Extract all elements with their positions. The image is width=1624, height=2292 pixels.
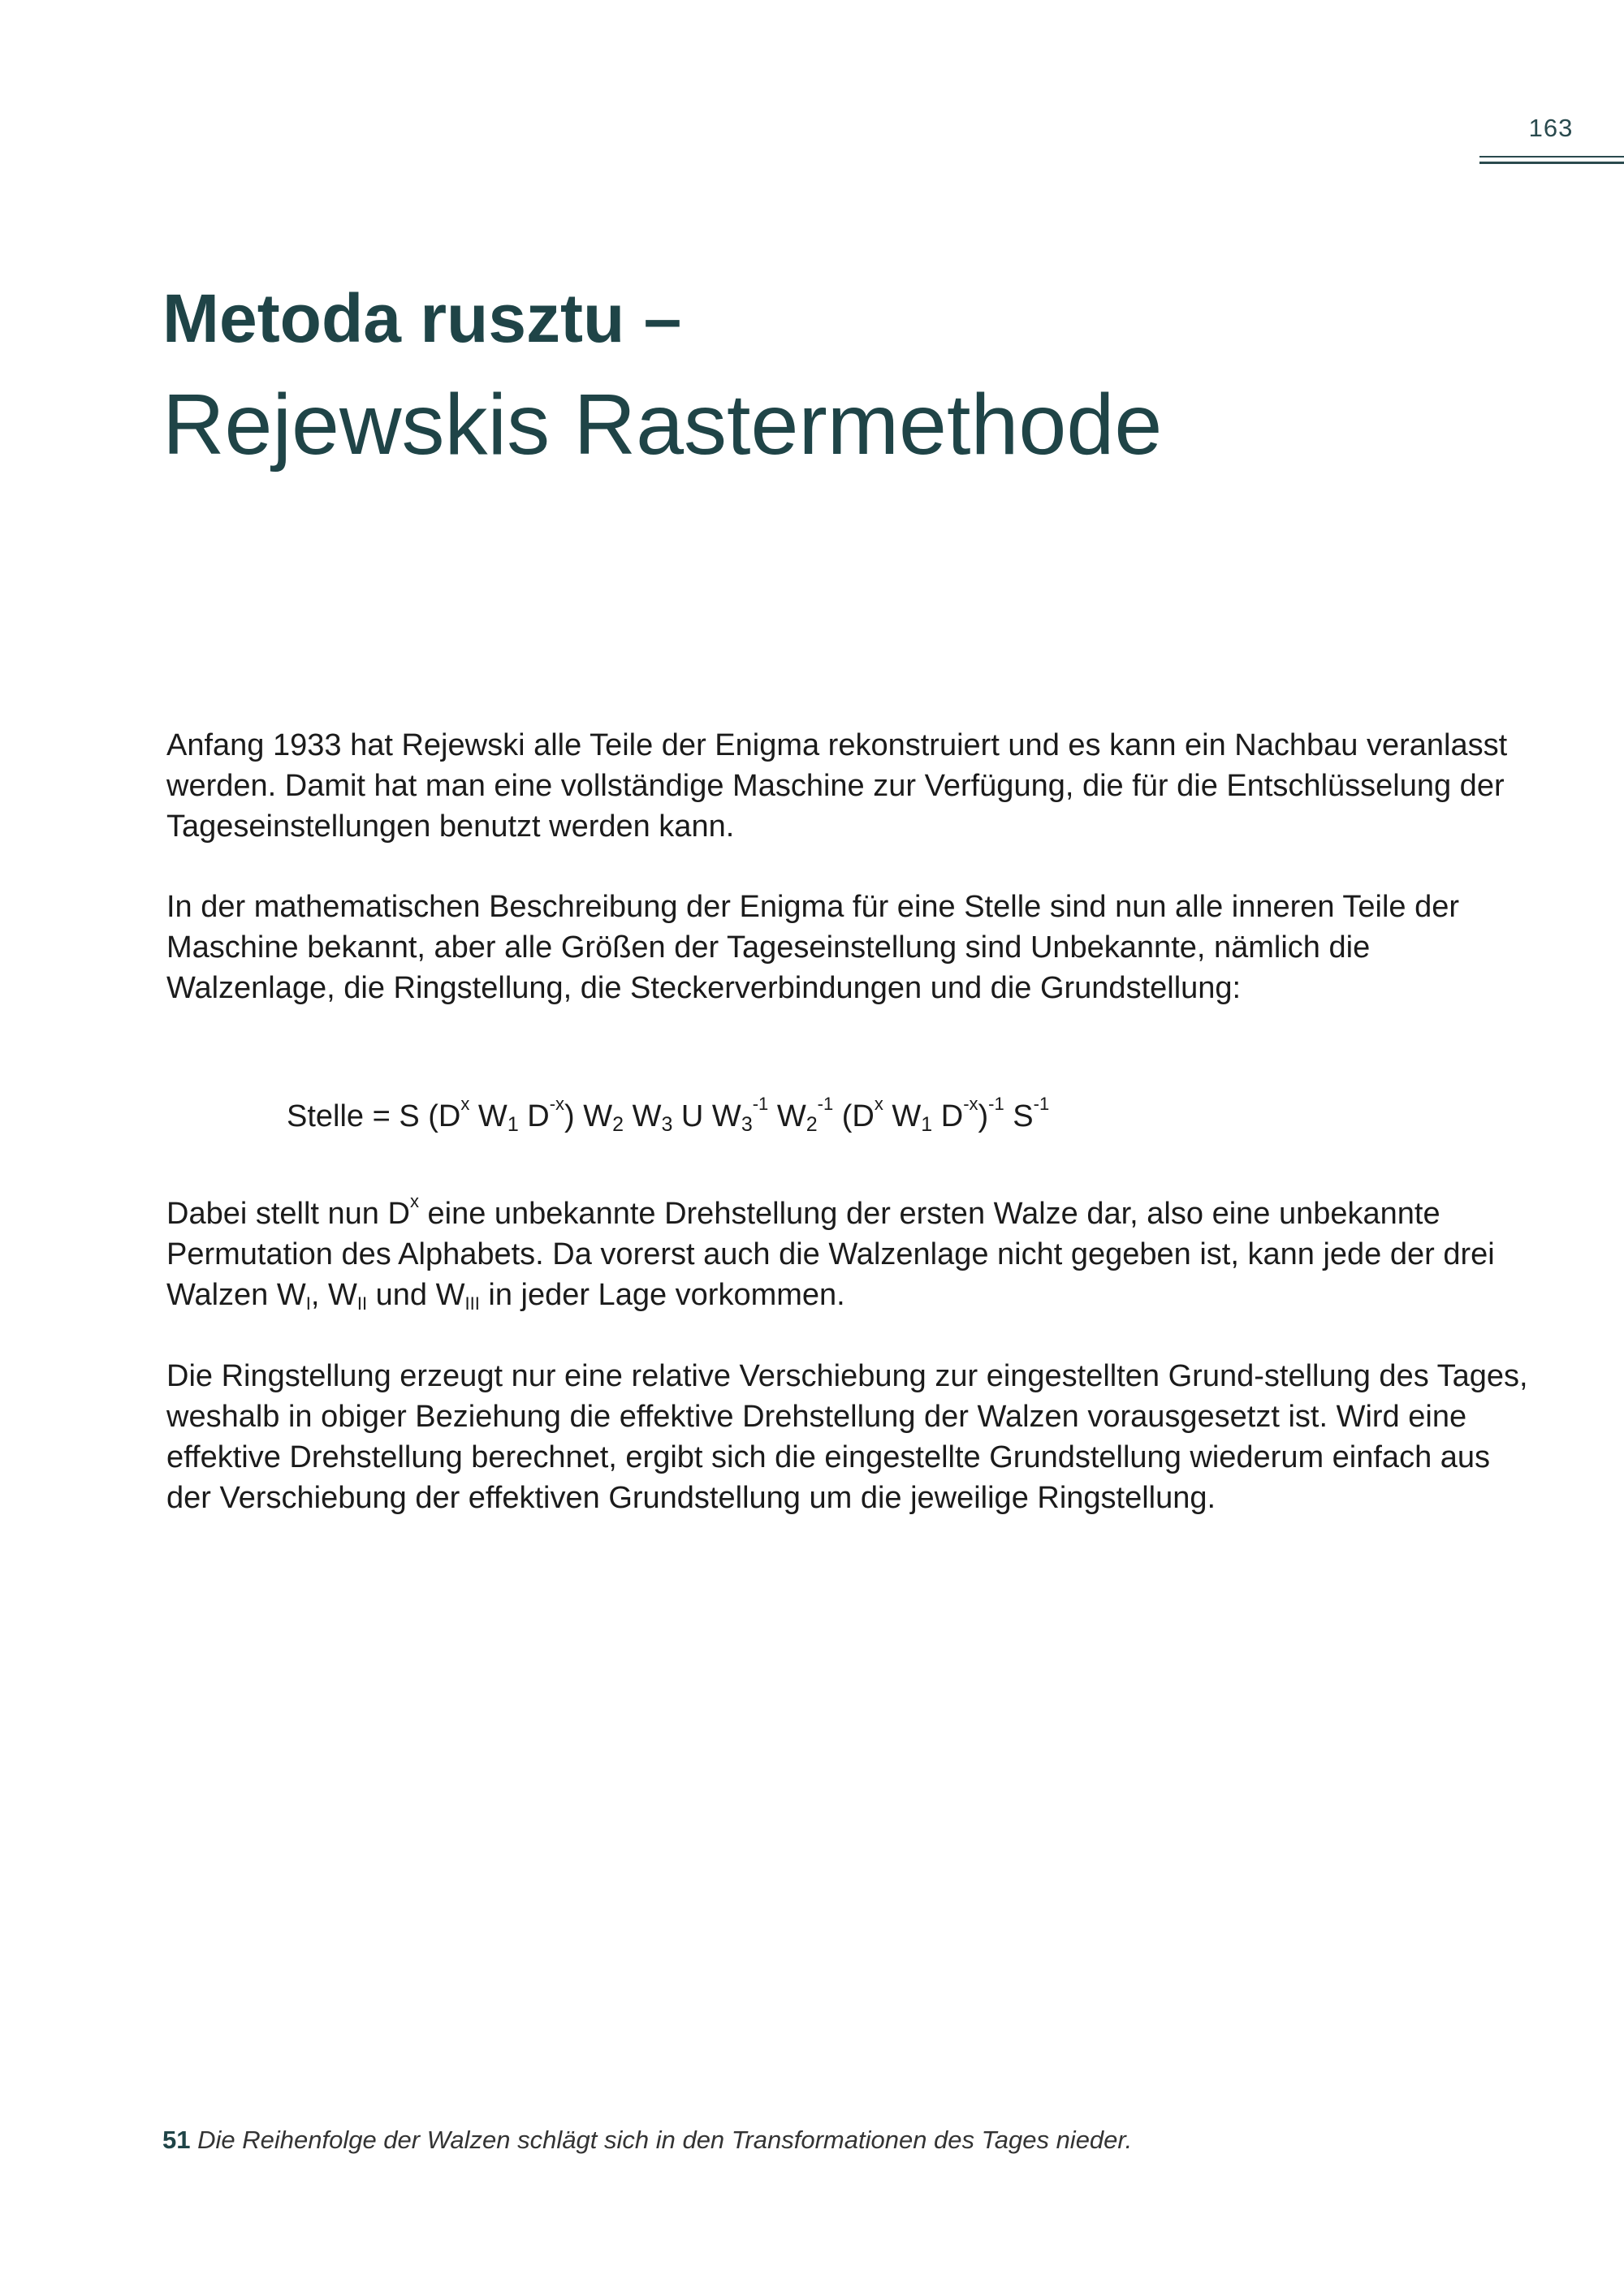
formula-subscript: 3 <box>661 1113 673 1136</box>
paragraph-3-text: Dabei stellt nun D <box>166 1197 410 1231</box>
formula-superscript: -1 <box>752 1094 769 1114</box>
enigma-formula <box>287 1096 1049 1137</box>
formula-part: W <box>768 1099 806 1133</box>
paragraph-3-subscript: II <box>356 1293 368 1314</box>
formula-part: ) <box>978 1099 989 1133</box>
formula-part: U W <box>672 1099 741 1133</box>
formula-subscript: 3 <box>741 1113 753 1136</box>
formula-part: S <box>1004 1099 1034 1133</box>
formula-part: D <box>932 1099 964 1133</box>
formula-part: ) W <box>564 1099 613 1133</box>
formula-superscript: x <box>460 1094 470 1114</box>
formula-subscript: 1 <box>507 1113 519 1136</box>
formula-superscript: -1 <box>817 1094 834 1114</box>
formula-subscript: 2 <box>806 1113 818 1136</box>
formula-part: W <box>469 1099 508 1133</box>
formula-part: (D <box>833 1099 875 1133</box>
paragraph-3-subscript: III <box>464 1293 480 1314</box>
formula-superscript: -x <box>549 1094 565 1114</box>
formula-superscript: -1 <box>988 1094 1004 1114</box>
formula-part: D <box>518 1099 550 1133</box>
footnote-number: 51 <box>162 2126 191 2154</box>
paragraph-3-text: eine unbekannte Drehstellung der ersten Walze dar, also eine unbekannte Permutation des Alphabets. Da vorerst auch die Walzenlage nicht gegeben ist, kann jede der drei Walzen W <box>166 1197 1495 1312</box>
formula-part: W <box>883 1099 922 1133</box>
formula-part: Stelle = S (D <box>287 1099 461 1133</box>
formula-part: W <box>624 1099 662 1133</box>
formula-superscript: x <box>874 1094 883 1114</box>
page-number-rule-top <box>1479 156 1624 158</box>
formula-superscript: -1 <box>1033 1094 1050 1114</box>
paragraph-3 <box>166 1193 1531 1315</box>
chapter-title-german: Rejewskis Rastermethode <box>162 377 1163 473</box>
footnote <box>162 2125 1299 2156</box>
paragraph-4: Die Ringstellung erzeugt nur eine relative Verschiebung zur eingestellten Grund-stellung des Tages, weshalb in obiger Beziehung die effektive Drehstellung der Walzen vorausgesetzt ist. Wird eine effektive Drehstellung berechnet, ergibt sich die eingestellte Grundstellung wiederum einfach aus der Verschiebung der effektiven Grundstellung um die jeweilige Ringstellung. <box>166 1359 1528 1515</box>
formula-subscript: 1 <box>921 1113 933 1136</box>
paragraph-3-text: , W <box>310 1278 357 1312</box>
paragraph-3-superscript: x <box>409 1191 419 1211</box>
formula-subscript: 2 <box>612 1113 624 1136</box>
paragraph-2: In der mathematischen Beschreibung der Enigma für eine Stelle sind nun alle inneren Teile der Maschine bekannt, aber alle Größen der Tageseinstellung sind Unbekannte, nämlich die Walzenlage, die Ringstellung, die Steckerverbindungen und die Grundstellung: <box>166 890 1460 1005</box>
formula-superscript: -x <box>963 1094 978 1114</box>
paragraph-1: Anfang 1933 hat Rejewski alle Teile der Enigma rekonstruiert und es kann ein Nachbau veranlasst werden. Damit hat man eine vollständige Maschine zur Verfügung, die für die Entschlüsselung der Tageseinstellungen benutzt werden kann. <box>166 728 1508 844</box>
chapter-title-polish: Metoda rusztu – <box>162 280 682 356</box>
paragraph-3-text: und W <box>367 1278 465 1312</box>
paragraph-3-text: in jeder Lage vorkommen. <box>479 1278 845 1312</box>
paragraph-3-subscript: I <box>305 1293 311 1314</box>
page-number: 163 <box>1528 114 1574 142</box>
page-number-rule-bottom <box>1479 162 1624 164</box>
footnote-text: Die Reihenfolge der Walzen schlägt sich in den Transformationen des Tages nieder. <box>190 2126 1133 2154</box>
